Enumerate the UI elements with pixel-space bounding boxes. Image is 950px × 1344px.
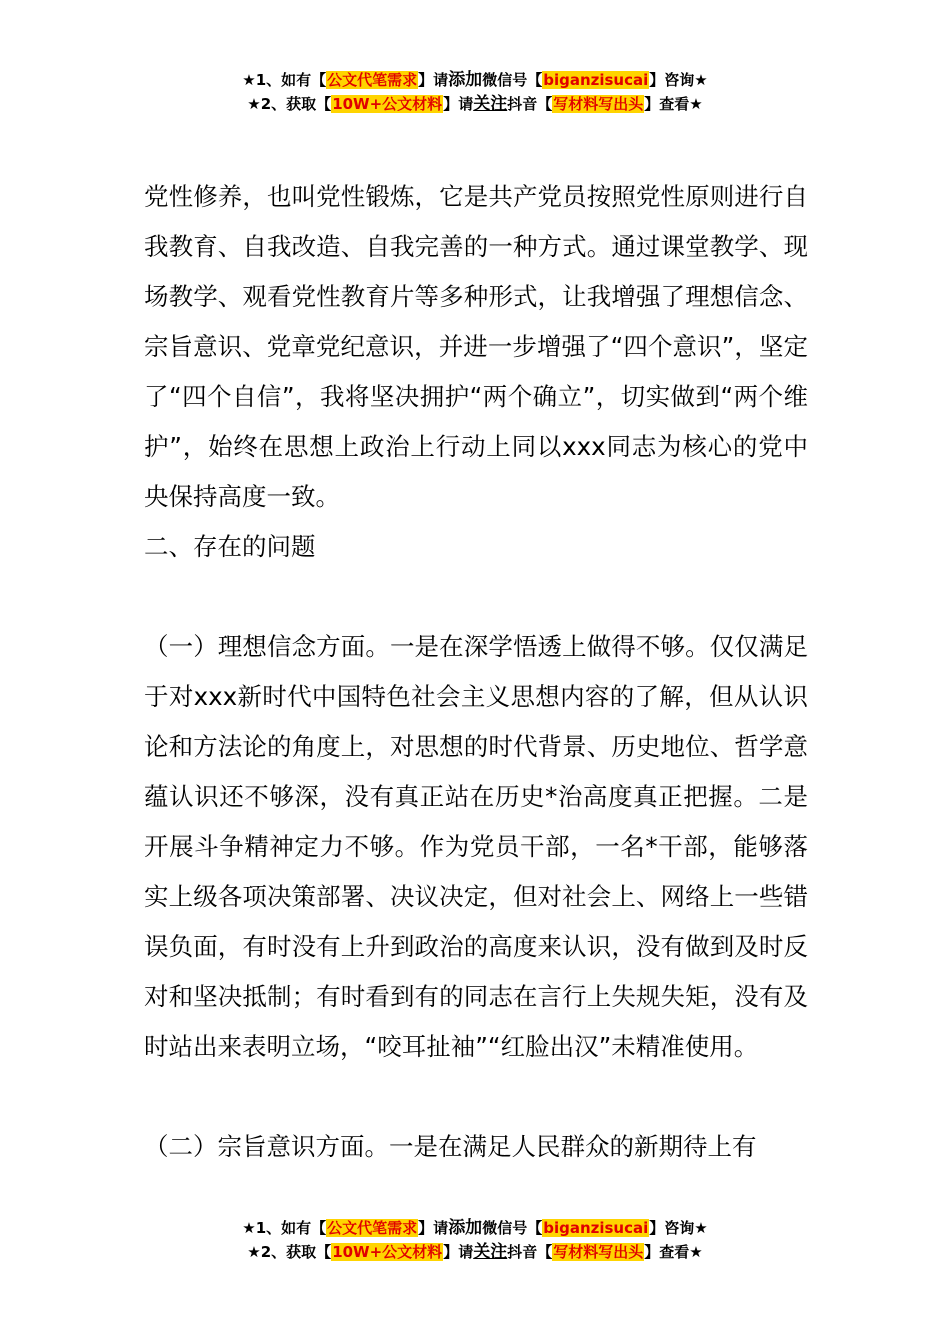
header-line-1-suffix: 】咨询 xyxy=(649,71,695,89)
header-line-1-highlight-service: 公文代笔需求 xyxy=(327,71,418,89)
footer-line-1-suffix: 】咨询 xyxy=(649,1219,695,1237)
section-heading-problems: 二、存在的问题 xyxy=(144,532,316,561)
blank-line xyxy=(144,1072,808,1122)
header-line-1-emphasis: 添加 xyxy=(448,70,483,90)
footer-line-2-middle: 】请 xyxy=(443,1243,474,1261)
footer-line-1-highlight-wechat: biganzisucai xyxy=(543,1219,649,1237)
star-icon: ★ xyxy=(247,1243,261,1261)
star-icon: ★ xyxy=(694,71,708,89)
star-icon: ★ xyxy=(242,1219,256,1237)
footer-line-1 xyxy=(0,1216,950,1240)
header-line-2-highlight-douyin: 写材料写出头 xyxy=(553,95,644,113)
footer-line-2 xyxy=(0,1240,950,1264)
footer-banner xyxy=(0,1216,950,1264)
header-line-2-middle2: 抖音【 xyxy=(507,95,553,113)
star-icon: ★ xyxy=(694,1219,708,1237)
header-line-2-suffix: 】查看 xyxy=(644,95,690,113)
header-line-1-highlight-wechat: biganzisucai xyxy=(543,71,649,89)
star-icon: ★ xyxy=(689,95,703,113)
footer-line-2-suffix: 】查看 xyxy=(644,1243,690,1261)
star-icon: ★ xyxy=(689,1243,703,1261)
header-line-1-middle: 】请 xyxy=(418,71,449,89)
header-line-2-prefix: 2、获取【 xyxy=(260,95,332,113)
footer-line-1-prefix: 1、如有【 xyxy=(255,1219,327,1237)
header-line-2-emphasis: 关注 xyxy=(473,94,508,114)
header-line-1-middle2: 微信号【 xyxy=(482,71,543,89)
paragraph-ideals-beliefs: （一）理想信念方面。一是在深学悟透上做得不够。仅仅满足于对xxx新时代中国特色社会主义思想内容的了解，但从认识论和方法论的角度上，对思想的时代背景、历史地位、哲学意蕴认识还不够深，没有真正站在历史*治高度真正把握。二是开展斗争精神定力不够。作为党员干部，一名*干部，能够落实上级各项决策部署、决议决定，但对社会上、网络上一些错误负面，有时没有上升到政治的高度来认识，没有做到及时反对和坚决抵制；有时看到有的同志在言行上失规失矩，没有及时站出来表明立场，“咬耳扯袖”“红脸出汉”未精准使用。 xyxy=(144,632,808,1061)
header-line-2-middle: 】请 xyxy=(443,95,474,113)
paragraph-party-spirit: 党性修养，也叫党性锻炼，它是共产党员按照党性原则进行自我教育、自我改造、自我完善的一种方式。通过课堂教学、现场教学、观看党性教育片等多种形式，让我增强了理想信念、宗旨意识、党章党纪意识，并进一步增强了“四个意识”，坚定了“四个自信”，我将坚决拥护“两个确立”，切实做到“两个维护”，始终在思想上政治上行动上同以xxx同志为核心的党中央保持高度一致。 xyxy=(144,182,808,511)
footer-line-2-highlight-douyin: 写材料写出头 xyxy=(553,1243,644,1261)
document-body xyxy=(144,172,808,1172)
star-icon: ★ xyxy=(242,71,256,89)
header-line-1 xyxy=(0,68,950,92)
blank-line xyxy=(144,572,808,622)
header-line-2 xyxy=(0,92,950,116)
header-banner xyxy=(0,68,950,116)
header-line-1-prefix: 1、如有【 xyxy=(255,71,327,89)
footer-line-2-middle2: 抖音【 xyxy=(507,1243,553,1261)
footer-line-1-middle: 】请 xyxy=(418,1219,449,1237)
footer-line-2-prefix: 2、获取【 xyxy=(260,1243,332,1261)
footer-line-2-highlight-materials: 10W+公文材料 xyxy=(332,1243,443,1261)
star-icon: ★ xyxy=(247,95,261,113)
paragraph-purpose-awareness: （二）宗旨意识方面。一是在满足人民群众的新期待上有 xyxy=(144,1132,757,1161)
footer-line-1-highlight-service: 公文代笔需求 xyxy=(327,1219,418,1237)
footer-line-1-emphasis: 添加 xyxy=(448,1218,483,1238)
footer-line-2-emphasis: 关注 xyxy=(473,1242,508,1262)
header-line-2-highlight-materials: 10W+公文材料 xyxy=(332,95,443,113)
footer-line-1-middle2: 微信号【 xyxy=(482,1219,543,1237)
